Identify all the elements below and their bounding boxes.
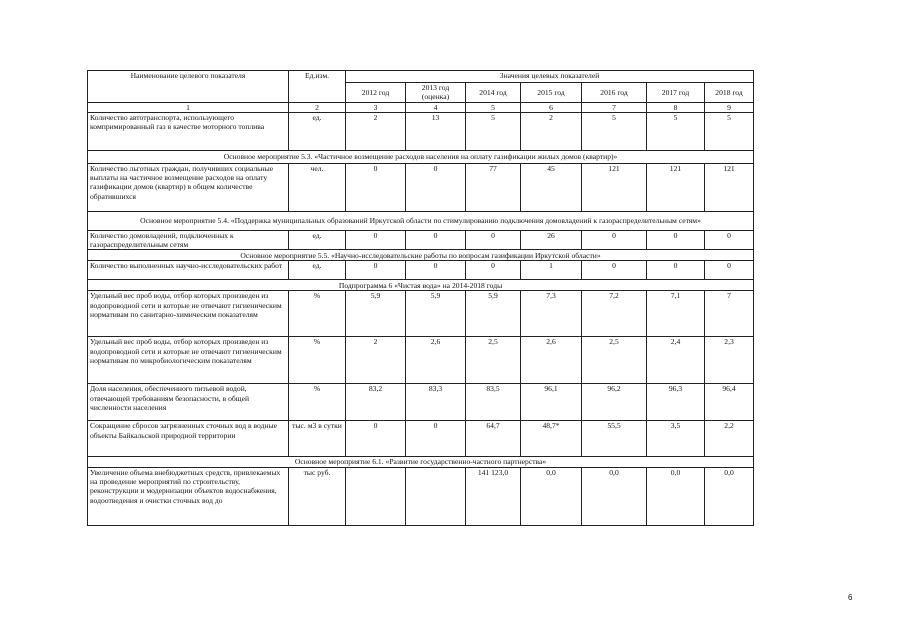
name-column-header: Наименование целевого показателя [88, 71, 289, 103]
indicator-value: 0,0 [521, 467, 582, 525]
indicator-value: 2,4 [647, 337, 705, 384]
indicator-value: 48,7* [521, 421, 582, 457]
indicator-name: Количество домовладений, подключенных к газораспределительным сетям [88, 230, 289, 250]
indicator-value: 0,0 [705, 467, 754, 525]
indicator-value: 0 [406, 230, 466, 250]
year-header: 2017 год [647, 83, 705, 103]
table-body [88, 71, 754, 526]
year-header: 2016 год [582, 83, 647, 103]
section-title: Основное мероприятие 5.5. «Научно-исследовательские работы по вопросам газификации Иркутской области» [88, 250, 754, 261]
indicator-value: 0 [406, 163, 466, 211]
year-header: 2012 год [346, 83, 406, 103]
indicator-row [88, 467, 754, 525]
section-row [88, 250, 754, 261]
indicator-row [88, 163, 754, 211]
year-header: 2015 год [521, 83, 582, 103]
indicator-value: 0 [346, 421, 406, 457]
indicator-row [88, 291, 754, 337]
indicator-value: 0 [466, 230, 521, 250]
indicator-value: 121 [582, 163, 647, 211]
indicator-row [88, 421, 754, 457]
indicator-value: 0 [582, 261, 647, 280]
indicator-unit: ед. [289, 261, 346, 280]
indicator-value: 77 [466, 163, 521, 211]
indicator-value: 0,0 [647, 467, 705, 525]
indicator-value: 96,4 [705, 384, 754, 421]
indicator-value: 83,3 [406, 384, 466, 421]
indicator-value: 0 [346, 261, 406, 280]
column-number: 2 [289, 102, 346, 112]
indicator-value: 0 [647, 230, 705, 250]
indicator-value: 2 [346, 112, 406, 150]
indicator-value: 0 [647, 261, 705, 280]
column-number: 1 [88, 102, 289, 112]
indicator-value: 7,1 [647, 291, 705, 337]
indicator-name: Сокращение сбросов загрязненных сточных вод в водные объекты Байкальской природной территории [88, 421, 289, 457]
indicator-name: Количество льготных граждан, получивших социальные выплаты на частичное возмещение расходов на оплату газификации домов (квартир) в общем количестве обратившихся [88, 163, 289, 211]
indicator-value: 45 [521, 163, 582, 211]
indicator-value: 5,9 [346, 291, 406, 337]
column-number: 3 [346, 102, 406, 112]
indicator-value: 2,6 [406, 337, 466, 384]
unit-column-header: Ед.изм. [289, 71, 346, 103]
column-number: 5 [466, 102, 521, 112]
indicator-name: Доля населения, обеспеченного питьевой водой, отвечающей требованиям безопасности, в общей численности населения [88, 384, 289, 421]
indicator-row [88, 384, 754, 421]
indicator-value: 5 [466, 112, 521, 150]
indicator-value: 7,2 [582, 291, 647, 337]
indicator-value: 96,3 [647, 384, 705, 421]
indicator-value: 2,5 [466, 337, 521, 384]
indicator-value: 2,5 [582, 337, 647, 384]
indicator-value: 7 [705, 291, 754, 337]
indicator-name: Удельный вес проб воды, отбор которых произведен из водопроводной сети и которые не отвечают гигиеническим нормативам по санитарно-химическим показателям [88, 291, 289, 337]
indicator-value: 5,9 [466, 291, 521, 337]
indicator-value: 7,3 [521, 291, 582, 337]
indicator-value: 0 [406, 421, 466, 457]
indicator-value: 2 [346, 337, 406, 384]
year-header: 2013 год (оценка) [406, 83, 466, 103]
target-indicators-table [87, 70, 754, 526]
values-group-header: Значения целевых показателей [346, 71, 754, 83]
header-row [88, 71, 754, 83]
indicator-value: 0 [705, 230, 754, 250]
indicator-unit: % [289, 384, 346, 421]
indicator-value [406, 467, 466, 525]
indicator-name: Удельный вес проб воды, отбор которых произведен из водопроводной сети и которые не отвечают гигиеническим нормативам по микробиологическим показателям [88, 337, 289, 384]
column-numbers-row [88, 102, 754, 112]
indicator-name: Количество автотранспорта, использующего компримированный газ в качестве моторного топлива [88, 112, 289, 150]
indicator-value: 1 [521, 261, 582, 280]
indicator-row [88, 337, 754, 384]
indicator-value: 83,2 [346, 384, 406, 421]
indicator-value: 55,5 [582, 421, 647, 457]
section-title: Основное мероприятие 5.4. «Поддержка муниципальных образований Иркутской области по стимулированию подключения домовладений к газораспределительным сетям» [88, 211, 754, 230]
section-row [88, 150, 754, 163]
indicator-unit: ед. [289, 230, 346, 250]
column-number: 9 [705, 102, 754, 112]
column-number: 6 [521, 102, 582, 112]
indicator-value: 96,2 [582, 384, 647, 421]
indicator-value: 0 [406, 261, 466, 280]
indicator-value: 2,6 [521, 337, 582, 384]
indicator-value: 141 123,0 [466, 467, 521, 525]
indicator-value: 5 [705, 112, 754, 150]
indicator-unit: % [289, 337, 346, 384]
section-title: Основное мероприятие 5.3. «Частичное возмещение расходов населения на оплату газификации жилых домов (квартир)» [88, 150, 754, 163]
year-header: 2014 год [466, 83, 521, 103]
year-header: 2018 год [705, 83, 754, 103]
indicator-row [88, 261, 754, 280]
indicator-value: 5,9 [406, 291, 466, 337]
section-row [88, 457, 754, 467]
indicator-name: Увеличение объема внебюджетных средств, привлекаемых на проведение мероприятий по строительству, реконструкции и модернизации объектов водоснабжения, водоотведения и очистки сточных вод до [88, 467, 289, 525]
indicator-value: 64,7 [466, 421, 521, 457]
indicator-value: 2,3 [705, 337, 754, 384]
section-row [88, 280, 754, 291]
indicator-value: 0 [346, 230, 406, 250]
indicator-value: 2,2 [705, 421, 754, 457]
column-number: 8 [647, 102, 705, 112]
indicator-row [88, 112, 754, 150]
indicator-value: 26 [521, 230, 582, 250]
section-title: Основное мероприятие 6.1. «Развитие государственно-частного партнерства» [88, 457, 754, 467]
indicator-row [88, 230, 754, 250]
page-number: 6 [848, 593, 853, 602]
indicator-value: 96,1 [521, 384, 582, 421]
indicator-value: 0 [466, 261, 521, 280]
indicator-value: 2 [521, 112, 582, 150]
indicator-unit: тыс. м3 в сутки [289, 421, 346, 457]
indicator-name: Количество выполненных научно-исследовательских работ [88, 261, 289, 280]
section-row [88, 211, 754, 230]
column-number: 7 [582, 102, 647, 112]
indicator-unit: ед. [289, 112, 346, 150]
column-number: 4 [406, 102, 466, 112]
section-title: Подпрограмма 6 «Чистая вода» на 2014-2018 годы [88, 280, 754, 291]
indicator-value: 121 [647, 163, 705, 211]
indicator-value: 13 [406, 112, 466, 150]
indicator-unit: чел. [289, 163, 346, 211]
indicator-value: 0,0 [582, 467, 647, 525]
indicator-value: 5 [582, 112, 647, 150]
indicator-value: 83,5 [466, 384, 521, 421]
indicator-value: 5 [647, 112, 705, 150]
indicator-value: 0 [346, 163, 406, 211]
indicator-value: 121 [705, 163, 754, 211]
indicator-value [346, 467, 406, 525]
indicator-unit: % [289, 291, 346, 337]
indicator-unit: тыс руб. [289, 467, 346, 525]
indicator-value: 0 [582, 230, 647, 250]
indicator-value: 0 [705, 261, 754, 280]
indicator-value: 3,5 [647, 421, 705, 457]
